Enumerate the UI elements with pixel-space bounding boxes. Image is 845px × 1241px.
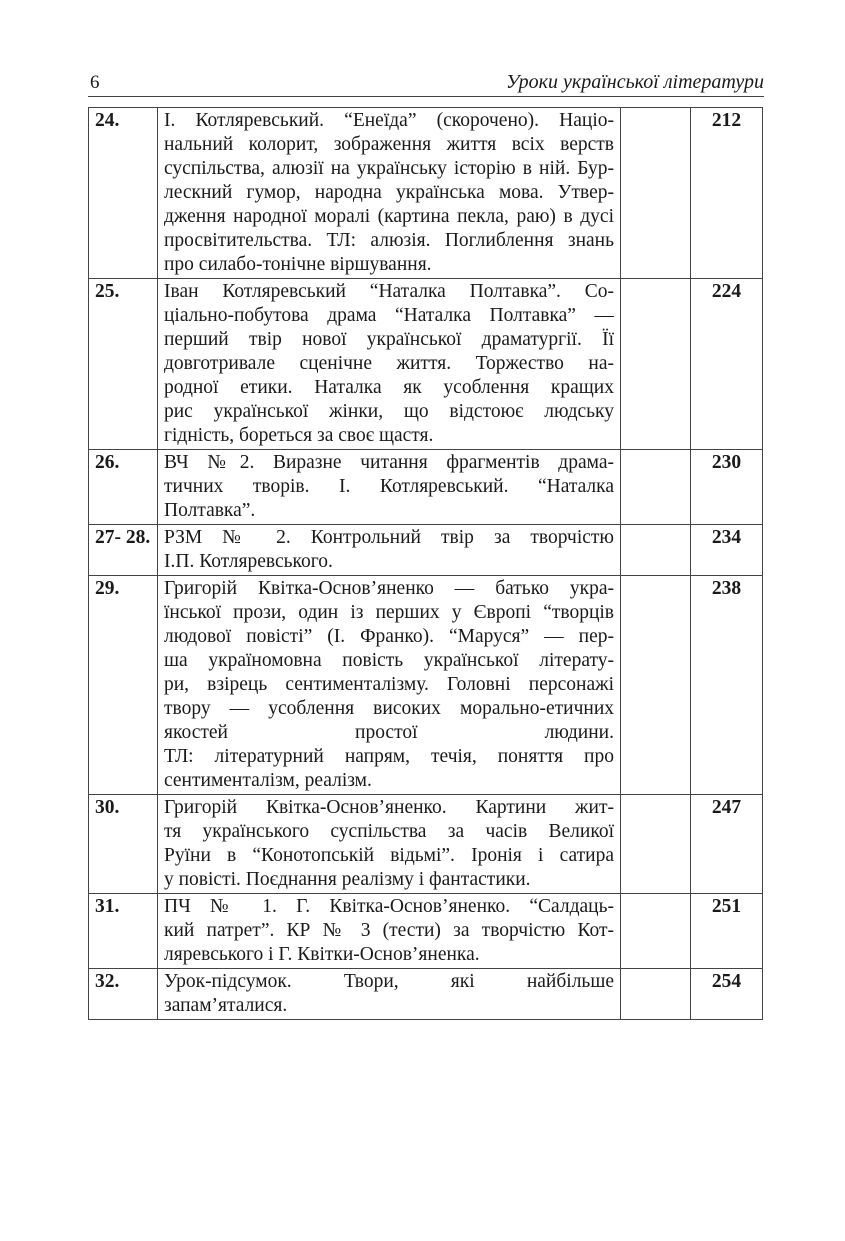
topic-line: про силабо-тонічне віршування. [164, 254, 432, 275]
topic-line: Григорій Квітка-Основ’яненко — батько укра- [164, 578, 614, 599]
topic-line: ри, взірець сентименталізму. Головні персонажі [164, 674, 614, 695]
empty-cell [621, 576, 691, 795]
topic-line: їнської прози, один із перших у Європі “творців [164, 602, 614, 623]
lesson-topic [158, 969, 621, 1020]
empty-cell [621, 525, 691, 576]
lessons-table-body [89, 108, 763, 1020]
page-reference: 230 [691, 450, 763, 525]
empty-cell [621, 108, 691, 279]
topic-line: ВЧ №2. Виразне читання фрагментів драма- [164, 452, 614, 473]
topic-line: запам’яталися. [164, 995, 288, 1016]
topic-line: ціально-побутова драма “Наталка Полтавка” — [164, 305, 614, 326]
topic-line: ТЛ: літературний напрям, течія, поняття про [164, 746, 614, 767]
lesson-number: 32. [89, 969, 158, 1020]
table-row [89, 108, 763, 279]
empty-cell [621, 894, 691, 969]
topic-line: у повісті. Поєднання реалізму і фантастики. [164, 869, 531, 890]
topic-line: людової повісті” (І. Франко). “Маруся” — пер- [164, 626, 614, 647]
running-title: Уроки української літератури [505, 71, 764, 93]
topic-line: тичних творів. І. Котляревський. “Наталка [164, 476, 614, 497]
empty-cell [621, 969, 691, 1020]
lesson-number: 27- 28. [89, 525, 158, 576]
page-reference: 212 [691, 108, 763, 279]
topic-line: просвітительства. ТЛ: алюзія. Поглиблення знань [164, 230, 614, 251]
empty-cell [621, 279, 691, 450]
empty-cell [621, 450, 691, 525]
table-row [89, 576, 763, 795]
page-reference: 224 [691, 279, 763, 450]
empty-cell [621, 795, 691, 894]
page-header [88, 66, 764, 97]
table-row [89, 969, 763, 1020]
table-row [89, 279, 763, 450]
table-row [89, 894, 763, 969]
lesson-topic [158, 576, 621, 795]
page-reference: 247 [691, 795, 763, 894]
lesson-topic [158, 450, 621, 525]
topic-line: дження народної моралі (картина пекла, раю) в дусі [164, 206, 614, 227]
lesson-number: 25. [89, 279, 158, 450]
topic-line: Григорій Квітка-Основ’яненко. Картини жит- [164, 797, 614, 818]
topic-line: Урок-підсумок. Твори, які найбільше [164, 971, 614, 992]
lesson-topic [158, 795, 621, 894]
lesson-number: 26. [89, 450, 158, 525]
topic-line: сентименталізм, реалізм. [164, 770, 372, 791]
table-row [89, 450, 763, 525]
lesson-number: 30. [89, 795, 158, 894]
page-reference: 234 [691, 525, 763, 576]
topic-line: І. Котляревський. “Енеїда” (скорочено). Націо- [164, 110, 614, 131]
topic-line: рис української жінки, що відстоює людську [164, 401, 614, 422]
page-number: 6 [90, 72, 100, 93]
topic-line: суспільства, алюзії на українську історію в ній. Бур- [164, 158, 614, 179]
lesson-number: 24. [89, 108, 158, 279]
topic-line: родної етики. Наталка як усоблення кращих [164, 377, 614, 398]
lesson-number: 31. [89, 894, 158, 969]
lesson-topic [158, 279, 621, 450]
topic-line: лескний гумор, народна українська мова. Утвер- [164, 182, 614, 203]
topic-line: ляревського і Г. Квітки-Основ’яненка. [164, 944, 480, 965]
lesson-topic [158, 108, 621, 279]
lessons-table [88, 107, 763, 1020]
topic-line: РЗМ № 2. Контрольний твір за творчістю [164, 527, 614, 548]
page-reference: 238 [691, 576, 763, 795]
lesson-topic [158, 525, 621, 576]
topic-line: твору — усоблення високих морально-етичних [164, 698, 614, 719]
table-row [89, 795, 763, 894]
lesson-number: 29. [89, 576, 158, 795]
topic-line: гідність, бореться за своє щастя. [164, 425, 434, 446]
topic-line: перший твір нової української драматургії. Її [164, 329, 614, 350]
topic-line: довготривале сценічне життя. Торжество на- [164, 353, 614, 374]
topic-line: ша україномовна повість української літерату- [164, 650, 614, 671]
table-row [89, 525, 763, 576]
page-reference: 254 [691, 969, 763, 1020]
topic-line: І.П. Котляревського. [164, 551, 333, 572]
topic-line: кий патрет”. КР № 3 (тести) за творчістю Кот- [164, 920, 614, 941]
lesson-topic [158, 894, 621, 969]
topic-line: Іван Котляревський “Наталка Полтавка”. Со- [164, 281, 614, 302]
topic-line: тя українського суспільства за часів Великої [164, 821, 614, 842]
topic-line: нальний колорит, зображення життя всіх верств [164, 134, 614, 155]
topic-line: ПЧ № 1. Г. Квітка-Основ’яненко. “Салдаць- [164, 896, 614, 917]
topic-line: якостей простої людини. [164, 722, 614, 743]
topic-line: Полтавка”. [164, 500, 256, 521]
page-reference: 251 [691, 894, 763, 969]
topic-line: Руїни в “Конотопській відьмі”. Іронія і сатира [164, 845, 614, 866]
